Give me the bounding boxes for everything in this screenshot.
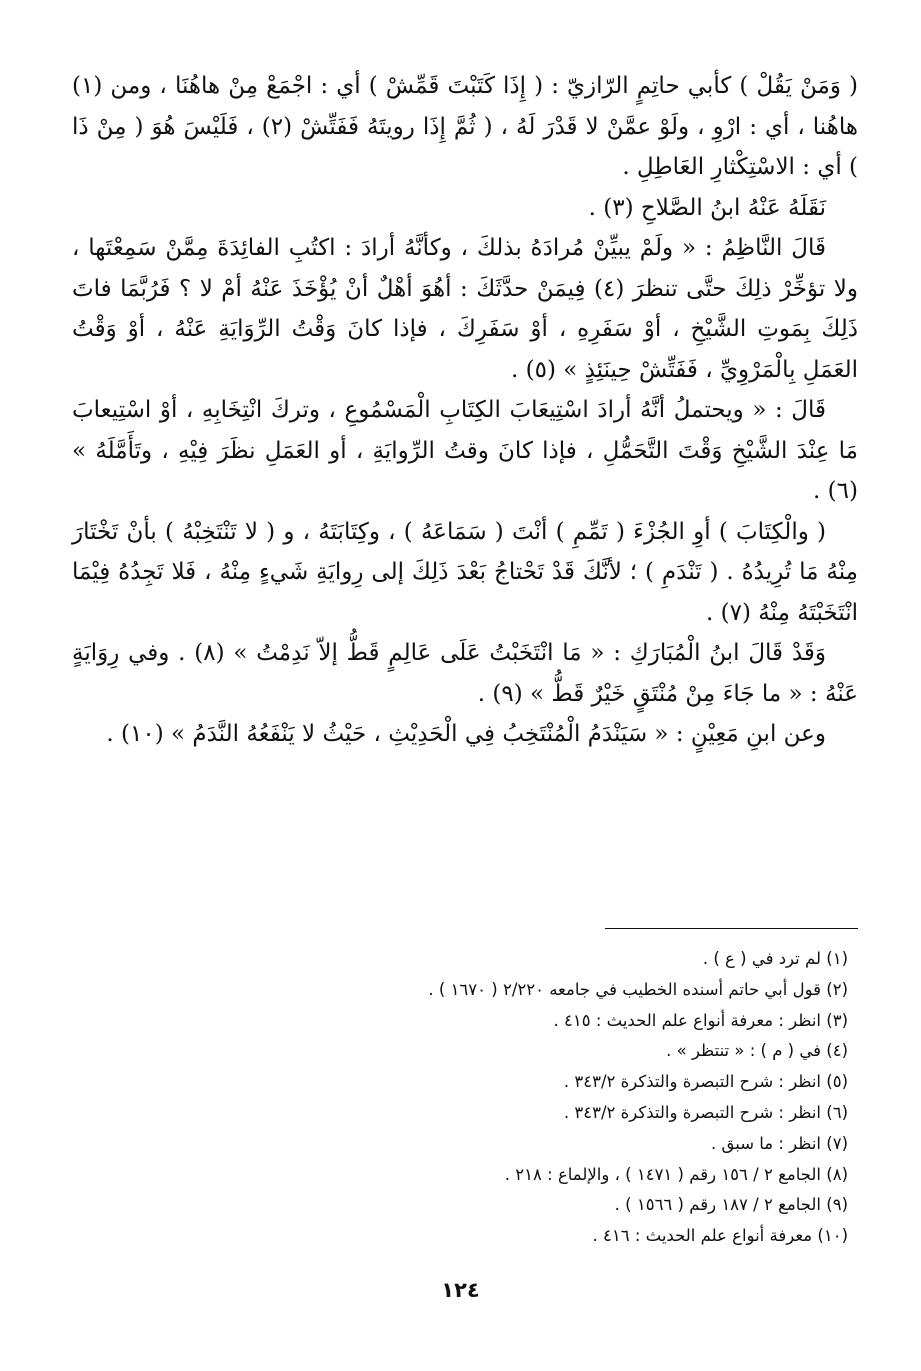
- main-text: [72, 66, 858, 755]
- paragraph-7: وعن ابنِ مَعِيْنٍ : « سَيَنْدَمُ الْمُنْتَخِبُ فِي الْحَدِيْثِ ، حَيْثُ لا يَنْفَعُهُ النَّدَمُ » (١٠) .: [106, 721, 826, 747]
- footnote-5: (٥) انظر : شرح التبصرة والتذكرة ٣٤٣/٢ .: [563, 1072, 848, 1092]
- footnote-1: (١) لم ترد في ( ع ) .: [702, 949, 848, 968]
- footnote-8: (٨) الجامع ٢ / ١٥٦ رقم ( ١٤٧١ ) ، والإلماع : ٢١٨ .: [504, 1164, 848, 1184]
- footnote-4: (٤) في ( م ) : « تنتظر » .: [666, 1041, 848, 1061]
- paragraph-1: ( وَمَنْ يَقُلْ ) كأبي حاتِمٍ الرّازيّ : ( إِذَا كَتَبْتَ قَمِّشْ ) أي : اجْمَعْ مِنْ هاهُنَا ، ومن (١) هاهُنا ، أي : ارْوِ ، ولَوْ عمَّنْ لا قَدْرَ لَهُ ، ( ثُمَّ إِذَا رويتَهُ فَفَتِّشْ (٢) ، فَلَيْسَ هُوَ ( مِنْ ذَا ) أي : الاسْتِكْثارِ العَاطِلِ .: [72, 73, 858, 180]
- footnote-3: (٣) انظر : معرفة أنواع علم الحديث : ٤١٥ .: [553, 1010, 848, 1030]
- paragraph-6: وَقَدْ قَالَ ابنُ الْمُبَارَكِ : « مَا انْتَخَبْتُ عَلَى عَالِمٍ قَطُّ إلاّ نَدِمْتُ » (٨) . وفي رِوَايَةٍ عَنْهُ : « ما جَاءَ مِنْ مُنْتَقٍ خَيْرٌ قَطُّ » (٩) .: [72, 640, 858, 707]
- footnote-divider: [605, 928, 858, 929]
- footnote-9: (٩) الجامع ٢ / ١٨٧ رقم ( ١٥٦٦ ) .: [614, 1195, 848, 1215]
- page-number: ١٢٤: [441, 1278, 480, 1302]
- footnote-6: (٦) انظر : شرح التبصرة والتذكرة ٣٤٣/٢ .: [563, 1102, 848, 1122]
- footnotes: [72, 944, 848, 1252]
- paragraph-4: قَالَ : « ويحتملُ أنَّهُ أرادَ اسْتِيعَابَ الكِتَابِ الْمَسْمُوعِ ، وتركَ انْتِخَابِهِ ، أوْ اسْتِيعابَ مَا عِنْدَ الشَّيْخِ وَقْتَ التَّحَمُّلِ ، فإذا كانَ وقتُ الرِّوايَةِ ، أو العَمَلِ نظَرَ فِيْهِ ، وتَأَمَّلَهُ » (٦) .: [72, 397, 858, 504]
- paragraph-5: ( والْكِتَابَ ) أوِ الجُزْءَ ( تَمِّمِ ) أنْتَ ( سَمَاعَهُ ) ، وكِتَابَتَهُ ، و ( لا تَنْتَخِبْهُ ) بأنْ تَخْتَارَ مِنْهُ مَا تُرِيدُهُ . ( تَنْدَمِ ) ؛ لأنَّكَ قَدْ تَحْتاجُ بَعْدَ ذَلِكَ إلى رِوايَةِ شَيءٍ مِنْهُ ، فَلا تَجِدُهُ فِيْمَا انْتَخَبْتَهُ مِنْهُ (٧) .: [72, 518, 858, 626]
- footnote-10: (١٠) معرفة أنواع علم الحديث : ٤١٦ .: [592, 1226, 848, 1246]
- footnote-2: (٢) قول أبي حاتم أسنده الخطيب في جامعه ٢/٢٢٠ ( ١٦٧٠ ) .: [428, 979, 848, 999]
- footnote-7: (٧) انظر : ما سبق .: [710, 1133, 848, 1153]
- paragraph-3: قَالَ النَّاظِمُ : « ولَمْ يبيِّنْ مُرادَهُ بذلكَ ، وكأنَّهُ أرادَ : اكتُبِ الفائِدَةَ مِمَّنْ سَمِعْتَها ، ولا تؤخِّرْ ذلِكَ حتَّى تنظرَ (٤) فِيمَنْ حدَّثَكَ : أهُوَ أهْلٌ أنْ يُؤْخَذَ عَنْهُ أمْ لا ؟ فَرُبَّمَا فاتَ ذَلِكَ بِمَوتِ الشَّيْخِ ، أوْ سَفَرِهِ ، أوْ سَفَرِكَ ، فإذا كانَ وَقْتُ الرِّوَايَةِ عَنْهُ ، أوْ وَقْتُ العَمَلِ بِالْمَرْوِيِّ ، فَفَتِّشْ حِينَئِذٍ » (٥) .: [72, 235, 858, 383]
- paragraph-2: نَقَلَهُ عَنْهُ ابنُ الصَّلاحِ (٣) .: [588, 194, 826, 221]
